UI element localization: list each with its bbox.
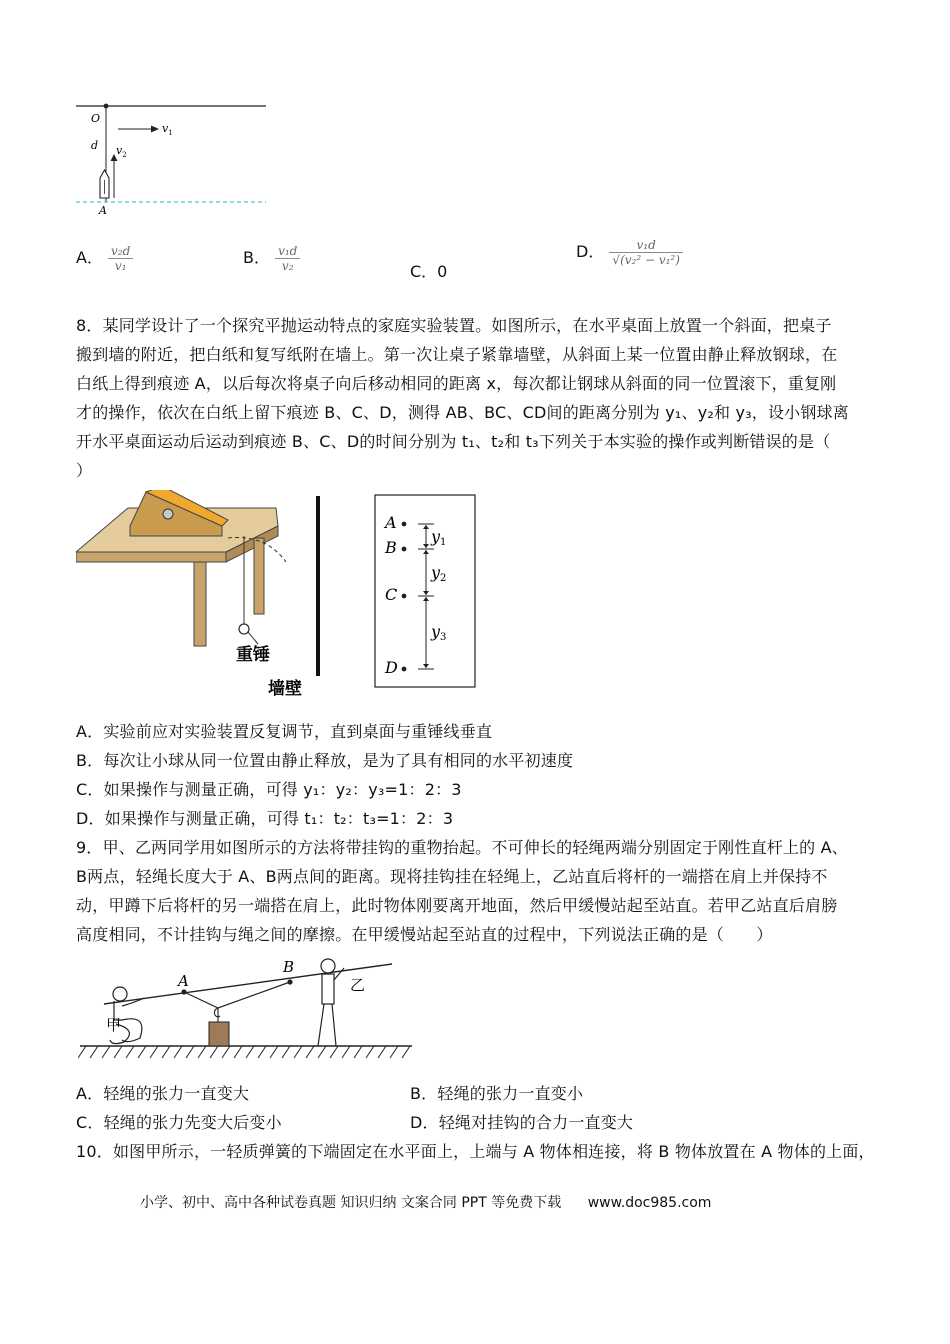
q8-option-c[interactable]: C．如果操作与测量正确，可得 y₁：y₂：y₃=1：2：3	[76, 780, 462, 799]
page-footer	[140, 1192, 711, 1212]
label-v1: $v_1$	[162, 122, 173, 137]
q8-option-a[interactable]: A．实验前应对实验装置反复调节，直到桌面与重锤线垂直	[76, 722, 493, 741]
q8-option-b[interactable]: B．每次让小球从同一位置由静止释放，是为了具有相同的水平初速度	[76, 751, 574, 770]
label-wall: 墙壁	[268, 679, 302, 699]
label-a: A	[99, 204, 107, 217]
label-y2: y2	[431, 563, 447, 584]
q9-option-d[interactable]: D．轻绳对挂钩的合力一直变大	[410, 1113, 634, 1132]
label-v2: $v_2$	[116, 144, 127, 159]
q9-option-c[interactable]: C．轻绳的张力先变大后变小	[76, 1113, 282, 1132]
label-y1: y1	[431, 527, 447, 548]
q8-line-2: 搬到墙的附近，把白纸和复写纸附在墙上。第一次让桌子紧靠墙壁，从斜面上某一位置由静止释放钢球，在	[76, 345, 838, 364]
hook	[214, 1008, 220, 1022]
q10-line-1: 10．如图甲所示，一轻质弹簧的下端固定在水平面上，上端与 A 物体相连接，将 B 物体放置在 A 物体的上面，	[76, 1142, 875, 1161]
plumb-weight	[239, 624, 249, 634]
q9-line-2: B两点，轻绳长度大于 A、B两点间的距离。现将挂钩挂在轻绳上，乙站直后将杆的一端搭在肩上并保持不	[76, 867, 828, 886]
footer-text: 小学、初中、高中各种试卷真题 知识归纳 文案合同 PPT 等免费下载	[140, 1195, 562, 1211]
q9-figure	[78, 954, 414, 1066]
q7-option-b[interactable]	[243, 244, 300, 273]
q7-option-c[interactable]: C．0	[410, 262, 448, 281]
fraction: $\frac{\text{v₁d}}{\text{v₂}}$	[275, 244, 300, 273]
trace-label-d: D	[385, 658, 398, 677]
q9-line-1: 9．甲、乙两同学用如图所示的方法将带挂钩的重物抬起。不可伸长的轻绳两端分别固定于刚性直杆上的 A、	[76, 838, 849, 857]
trace-d	[402, 667, 407, 672]
point-b	[287, 979, 292, 984]
weight-pointer	[248, 632, 258, 644]
option-label: D．	[576, 242, 605, 261]
q8-option-d[interactable]: D．如果操作与测量正确，可得 t₁：t₂：t₃=1：2：3	[76, 809, 454, 828]
fraction: $\frac{\text{v₂d}}{\text{v₁}}$	[108, 244, 133, 273]
q9-line-4: 高度相同，不计挂钩与绳之间的摩擦。在甲缓慢站起至站直的过程中，下列说法正确的是（ ）	[76, 925, 773, 944]
q8-line-3: 白纸上得到痕迹 A，以后每次将桌子向后移动相同的距离 x，每次都让钢球从斜面的同一位置滚下，重复刚	[76, 374, 837, 393]
label-o: O	[91, 112, 101, 125]
q7-option-a[interactable]	[76, 244, 133, 273]
trace-b	[402, 547, 407, 552]
option-label: A．	[76, 248, 103, 267]
label-b: B	[283, 958, 295, 976]
q7-figure	[76, 98, 276, 218]
table-leg	[254, 538, 264, 614]
fraction: $\frac{\text{v₁d}}{\text{√(v₂² − v₁²)}}$	[609, 238, 683, 267]
trace-label-b: B	[385, 538, 397, 557]
person-yi	[318, 959, 344, 1046]
label-a: A	[178, 972, 189, 990]
v1-arrowhead	[151, 126, 159, 133]
trace-label-a: A	[385, 513, 397, 532]
q9-line-3: 动，甲蹲下后将杆的另一端搭在肩上，此时物体刚要离开地面，然后甲缓慢站起至站直。若甲乙站直后肩膀	[76, 896, 838, 915]
table-front-edge	[76, 552, 226, 562]
option-label: B．	[243, 248, 270, 267]
q8-line-1: 8．某同学设计了一个探究平抛运动特点的家庭实验装置。如图所示，在水平桌面上放置一个斜面，把桌子	[76, 316, 832, 335]
trace-a	[402, 522, 407, 527]
heavy-object	[209, 1022, 229, 1046]
q7-option-d[interactable]	[576, 238, 683, 267]
label-yi: 乙	[350, 976, 366, 994]
footer-url[interactable]: www.doc985.com	[587, 1195, 712, 1211]
q8-paper-figure	[374, 494, 478, 690]
boat-icon	[100, 170, 109, 198]
q8-apparatus-figure	[76, 490, 346, 702]
trace-label-c: C	[385, 585, 398, 604]
label-y3: y3	[431, 622, 447, 643]
label-d: d	[91, 139, 99, 152]
point-a	[181, 989, 186, 994]
q8-line-6: ）	[76, 461, 93, 480]
steel-ball	[163, 509, 173, 519]
rigid-rod	[104, 964, 392, 1004]
ground-hatching	[78, 1046, 410, 1058]
q9-option-b[interactable]: B．轻绳的张力一直变小	[410, 1084, 584, 1103]
table-leg	[194, 562, 206, 646]
wall	[316, 496, 320, 676]
q8-line-5: 开水平桌面运动后运动到痕迹 B、C、D的时间分别为 t₁、t₂和 t₃下列关于本实验的操作或判断错误的是（	[76, 432, 831, 451]
q9-option-a[interactable]: A．轻绳的张力一直变大	[76, 1084, 250, 1103]
label-weight: 重锤	[236, 645, 270, 665]
trace-c	[402, 594, 407, 599]
label-jia: 甲	[106, 1016, 122, 1034]
q8-line-4: 才的操作，依次在白纸上留下痕迹 B、C、D，测得 AB、BC、CD间的距离分别为 y₁、y₂和 y₃，设小钢球离	[76, 403, 849, 422]
